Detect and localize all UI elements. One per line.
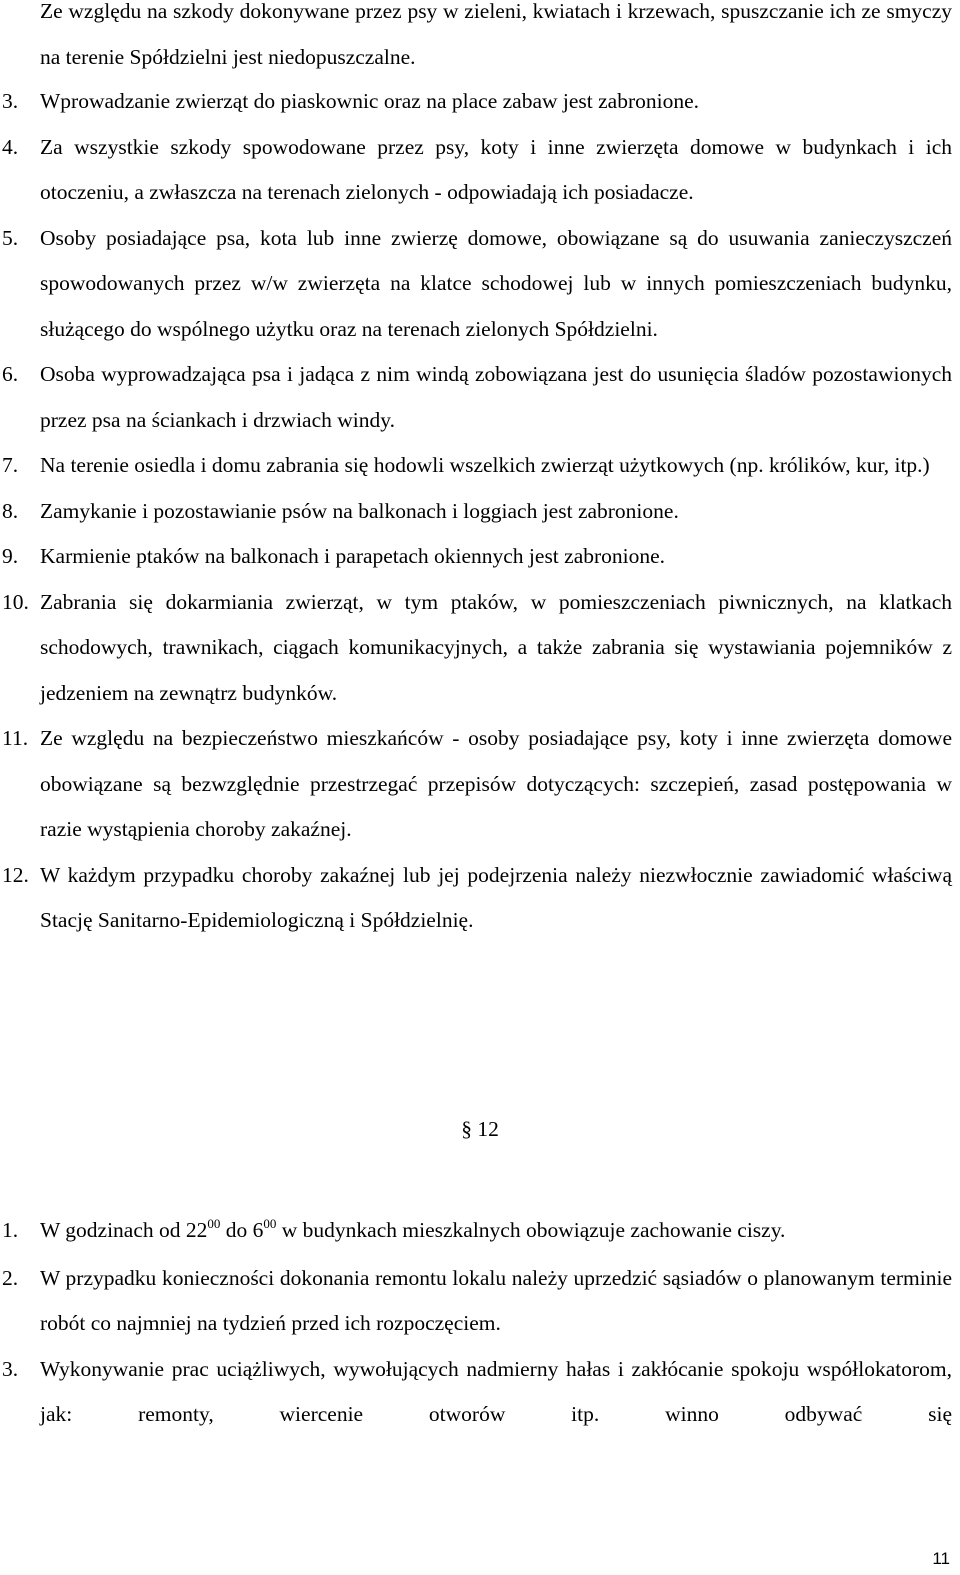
item-text: Wykonywanie prac uciążliwych, wywołujących nadmierny hałas i zakłócanie spokoju współlokatorom, jak: remonty, wiercenie otworów itp. winno odbywać się (40, 1356, 952, 1426)
continuation-block (0, 0, 960, 80)
item-number: 3. (2, 89, 19, 113)
item-text: Osoba wyprowadzająca psa i jadąca z nim windą zobowiązana jest do usunięcia śladów pozostawionych przez psa na ściankach i drzwiach windy. (40, 362, 952, 432)
item-number: 12. (2, 862, 29, 887)
item-text: Karmienie ptaków na balkonach i parapetach okiennych jest zabronione. (40, 544, 666, 568)
item-text: Wprowadzanie zwierząt do piaskownic oraz na place zabaw jest zabronione. (40, 89, 700, 113)
list-item (0, 216, 960, 353)
item-text: Ze względu na bezpieczeństwo mieszkańców - osoby posiadające psy, koty i inne zwierzęta domowe obowiązane są bezwzględnie przestrzegać przepisów dotyczących: szczepień, zasad postępowania w razie wystąpienia choroby zakaźnej. (40, 726, 952, 841)
section-heading: § 12 (461, 1117, 499, 1141)
item-number: 6. (2, 362, 19, 386)
list-item (0, 79, 960, 125)
item-number: 1. (2, 1218, 19, 1242)
item-text: W każdym przypadku choroby zakaźnej lub jej podejrzenia należy niezwłocznie zawiadomić właściwą Stację Sanitarno-Epidemiologiczną i Spółdzielnię. (40, 862, 952, 932)
list-item (0, 443, 960, 489)
item-number: 8. (2, 498, 19, 523)
item-text: W przypadku konieczności dokonania remontu lokalu należy uprzedzić sąsiadów o planowanym terminie robót co najmniej na tydzień przed ich rozpoczęciem. (40, 1265, 952, 1335)
list-item (0, 1256, 960, 1347)
rules-list-quiet (0, 1208, 960, 1438)
item-number: 10. (2, 589, 29, 614)
item-number: 3. (2, 1356, 19, 1381)
item-text: Zabrania się dokarmiania zwierząt, w tym ptaków, w pomieszczeniach piwnicznych, na klatkach schodowych, trawnikach, ciągach komunikacyjnych, a także zabrania się wystawiania pojemników z jedzeniem na zewnątrz budynków. (40, 589, 952, 705)
item-number: 2. (2, 1265, 19, 1290)
list-item (0, 1208, 960, 1256)
list-item (0, 853, 960, 944)
list-item (0, 125, 960, 216)
list-item (0, 716, 960, 853)
list-item (0, 1347, 960, 1438)
list-item (0, 534, 960, 580)
item-number: 9. (2, 544, 19, 568)
item-number: 5. (2, 225, 19, 250)
page-number: 11 (932, 1549, 950, 1568)
item-text: Za wszystkie szkody spowodowane przez psy, koty i inne zwierzęta domowe w budynkach i ich otoczeniu, a zwłaszcza na terenach zielonych - odpowiadają ich posiadacze. (40, 134, 952, 204)
item-number: 7. (2, 453, 19, 477)
item-text: Osoby posiadające psa, kota lub inne zwierzę domowe, obowiązane są do usuwania zanieczyszczeń spowodowanych przez w/w zwierzęta na klatce schodowej lub w innych pomieszczeniach budynku, służącego do wspólnego użytku oraz na terenach zielonych Spółdzielni. (40, 225, 952, 341)
superscript: 00 (263, 1216, 277, 1231)
item-number: 11. (2, 726, 29, 750)
superscript: 00 (207, 1216, 221, 1231)
list-item (0, 352, 960, 443)
continuation-paragraph: Ze względu na szkody dokonywane przez psy w zieleni, kwiatach i krzewach, spuszczanie ich ze smyczy na terenie Spółdzielni jest niedopuszczalne. (40, 0, 952, 69)
list-item (0, 489, 960, 535)
item-text: Na terenie osiedla i domu zabrania się hodowli wszelkich zwierząt użytkowych (np. królików, kur, itp.) (40, 453, 930, 477)
item-number: 4. (2, 134, 19, 159)
item-text: W godzinach od $22^{00}$ do $6^{00}$ w budynkach mieszkalnych obowiązuje zachowanie ciszy. (40, 1216, 786, 1242)
item-text: Zamykanie i pozostawianie psów na balkonach i loggiach jest zabronione. (40, 498, 679, 523)
list-item (0, 580, 960, 717)
rules-list-animals (0, 79, 960, 944)
